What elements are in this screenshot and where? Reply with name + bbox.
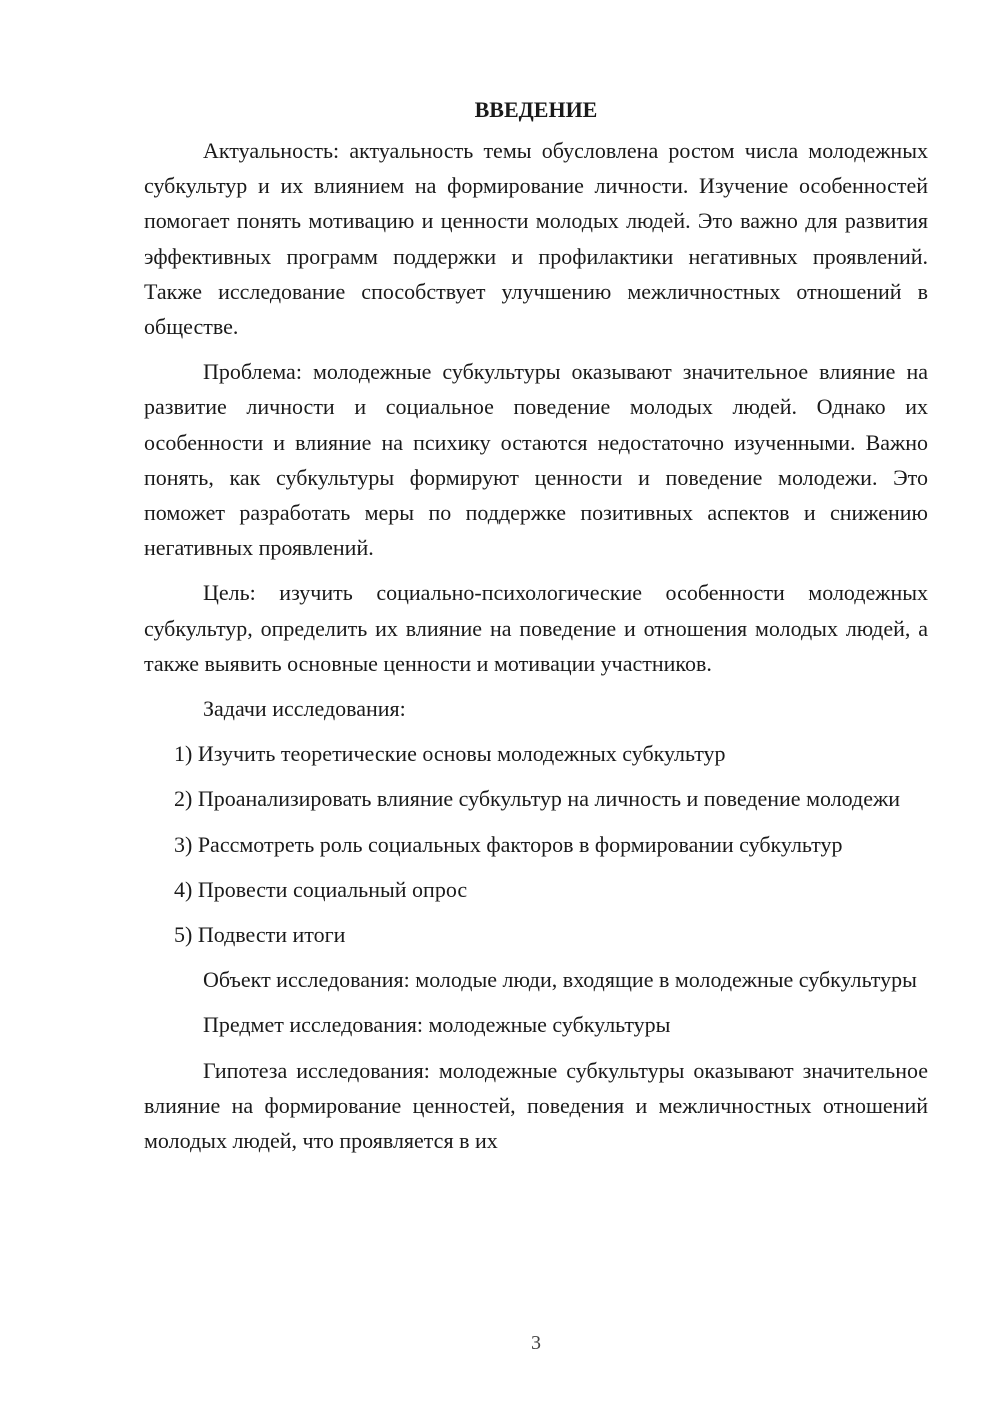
paragraph-problem: Проблема: молодежные субкультуры оказывают значительное влияние на развитие личности и социальное поведение молодых людей. Однако их особенности и влияние на психику остаются недостаточно изученными. Важно понять, как субкультуры формируют ценности и поведение молодежи. Это поможет разработать меры по поддержке позитивных аспектов и снижению негативных проявлений. — [144, 359, 928, 561]
paragraph-relevance: Актуальность: актуальность темы обусловлена ростом числа молодежных субкультур и их влиянием на формирование личности. Изучение особенностей помогает понять мотивацию и ценности молодых людей. Это важно для развития эффективных программ поддержки и профилактики негативных проявлений. Также исследование способствует улучшению межличностных отношений в обществе. — [144, 138, 928, 340]
paragraph-hypothesis: Гипотеза исследования: молодежные субкультуры оказывают значительное влияние на формирование ценностей, поведения и межличностных отношений молодых людей, что проявляется в их — [144, 1057, 928, 1154]
task-item-3: 3) Рассмотреть роль социальных факторов в формировании субкультур — [174, 831, 843, 857]
paragraph-goal: Цель: изучить социально-психологические особенности молодежных субкультур, определить их влияние на поведение и отношения молодых людей, а также выявить основные ценности и мотивации участников. — [144, 580, 928, 676]
paragraph-object: Объект исследования: молодые люди, входящие в молодежные субкультуры — [203, 967, 917, 993]
page-number: 3 — [531, 1332, 541, 1354]
paragraph-subject: Предмет исследования: молодежные субкультуры — [203, 1012, 671, 1038]
task-item-4: 4) Провести социальный опрос — [174, 876, 468, 902]
task-item-2: 2) Проанализировать влияние субкультур на личность и поведение молодежи — [174, 786, 900, 812]
section-title: ВВЕДЕНИЕ — [474, 97, 598, 122]
task-item-5: 5) Подвести итоги — [174, 922, 346, 948]
task-item-1: 1) Изучить теоретические основы молодежных субкультур — [174, 741, 726, 767]
tasks-heading: Задачи исследования: — [203, 696, 406, 722]
document-page — [144, 92, 928, 1168]
